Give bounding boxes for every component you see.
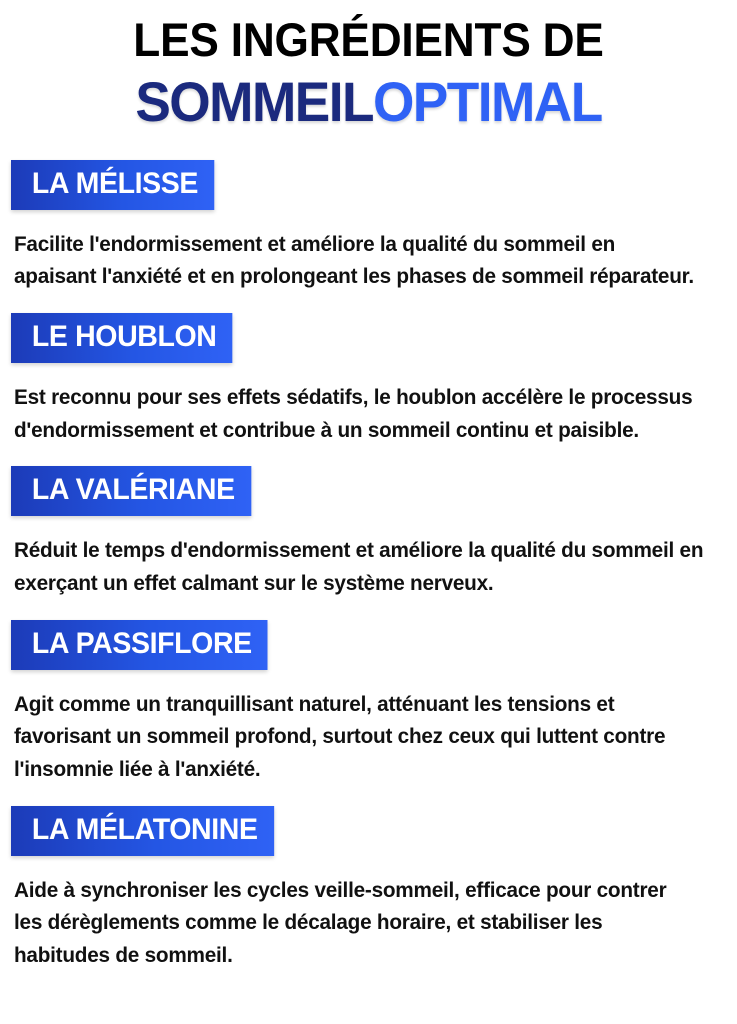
ingredient-description-melisse: Facilite l'endormissement et améliore la qualité du sommeil en apaisant l'anxiété et en prolongeant les phases de sommeil réparateur. <box>14 231 694 289</box>
ingredient-section-valeriane <box>0 466 737 599</box>
ingredient-description-valeriane: Réduit le temps d'endormissement et améliore la qualité du sommeil en exerçant un effet calmant sur le système nerveux. <box>14 538 704 596</box>
ingredient-description-houblon: Est reconnu pour ses effets sédatifs, le houblon accélère le processus d'endormissement et contribue à un sommeil continu et paisible. <box>14 385 693 442</box>
ingredient-description-passiflore: Agit comme un tranquillisant naturel, atténuant les tensions et favorisant un sommeil profond, surtout chez ceux qui luttent contre l'insomnie liée à l'anxiété. <box>14 691 666 782</box>
ingredient-section-melisse <box>0 160 737 293</box>
page-title-word-optimal: OPTIMAL <box>372 69 602 133</box>
ingredient-badge-melisse: LA MÉLISSE <box>11 160 214 210</box>
ingredient-description-melatonine: Aide à synchroniser les cycles veille-sommeil, efficace pour contrer les dérèglements comme le décalage horaire, et stabiliser les habitudes de sommeil. <box>14 877 667 968</box>
ingredient-list <box>0 160 737 972</box>
ingredient-section-melatonine <box>0 806 737 972</box>
ingredient-badge-houblon: LE HOUBLON <box>11 313 233 363</box>
page-title-line-2 <box>18 69 718 133</box>
ingredient-badge-valeriane: LA VALÉRIANE <box>11 466 251 516</box>
ingredient-badge-melatonine: LA MÉLATONINE <box>11 806 274 856</box>
ingredient-section-passiflore <box>0 620 737 786</box>
ingredient-badge-passiflore: LA PASSIFLORE <box>11 620 268 670</box>
ingredient-section-houblon <box>0 313 737 446</box>
page-title-word-sommeil: SOMMEIL <box>135 69 373 133</box>
poster-header <box>0 0 737 132</box>
page-title-line-1: LES INGRÉDIENTS DE <box>133 13 604 66</box>
